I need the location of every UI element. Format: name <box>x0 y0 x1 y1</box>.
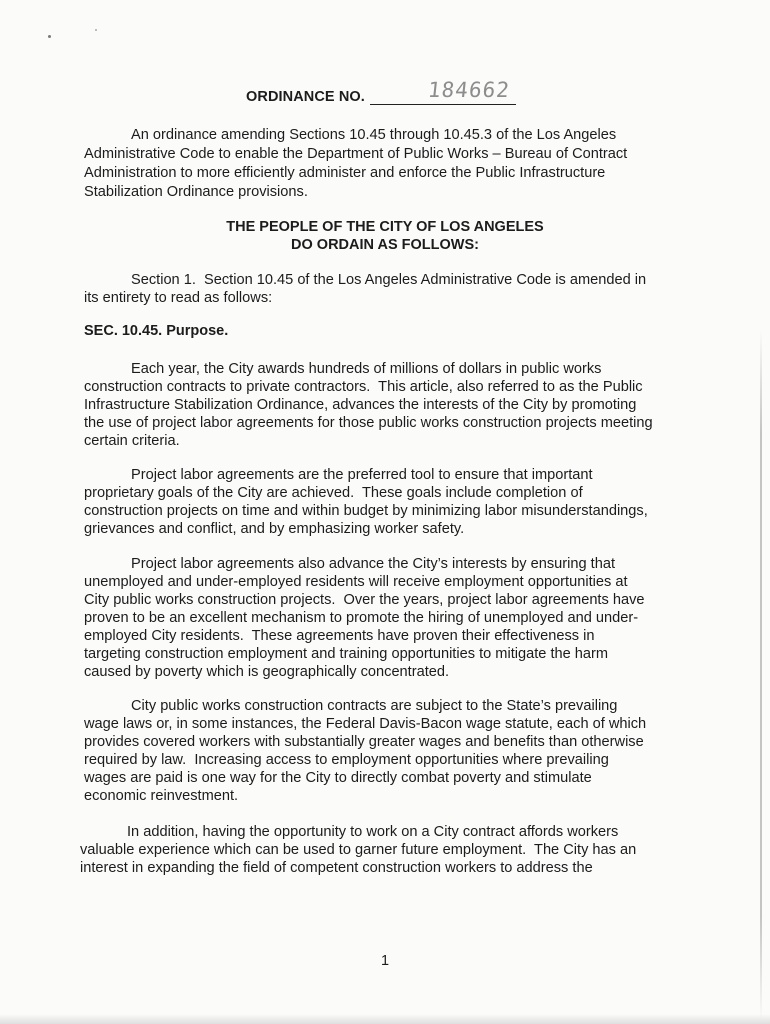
paragraph-line: grievances and conflict, and by emphasizing worker safety. <box>84 521 465 537</box>
paragraph-line: caused by poverty which is geographically concentrated. <box>84 664 450 680</box>
paragraph-line: In addition, having the opportunity to work on a City contract affords workers <box>127 824 619 840</box>
ordain-heading-line-2: DO ORDAIN AS FOLLOWS: <box>291 237 479 253</box>
paragraph-line: provides covered workers with substantially greater wages and benefits than otherwise <box>84 734 644 750</box>
paragraph-line: employed City residents. These agreements have proven their effectiveness in <box>84 628 595 644</box>
intro-line: Administration to more efficiently administer and enforce the Public Infrastructure <box>84 165 606 181</box>
paragraph-line: unemployed and under-employed residents will receive employment opportunities at <box>84 574 628 590</box>
paragraph-line: interest in expanding the field of competent construction workers to address the <box>80 860 593 876</box>
paragraph-line: wages are paid is one way for the City to directly combat poverty and stimulate <box>84 770 592 786</box>
paragraph-line: required by law. Increasing access to employment opportunities where prevailing <box>84 752 609 768</box>
paragraph-line: Project labor agreements also advance the City’s interests by ensuring that <box>131 556 616 572</box>
section1-line: Section 1. Section 10.45 of the Los Angeles Administrative Code is amended in <box>131 272 647 288</box>
paragraph-line: construction contracts to private contractors. This article, also referred to as the Public <box>84 379 643 395</box>
scan-speck <box>48 35 51 38</box>
paragraph-line: wage laws or, in some instances, the Federal Davis-Bacon wage statute, each of which <box>84 716 647 732</box>
paragraph-line: construction projects on time and within budget by minimizing labor misunderstandings, <box>84 503 648 519</box>
paragraph-line: Each year, the City awards hundreds of millions of dollars in public works <box>131 361 602 377</box>
ordain-heading-line-1: THE PEOPLE OF THE CITY OF LOS ANGELES <box>226 219 544 235</box>
scan-speck <box>95 29 97 31</box>
intro-line: Administrative Code to enable the Department of Public Works – Bureau of Contract <box>84 146 628 162</box>
ordinance-label: ORDINANCE NO. <box>246 89 365 105</box>
section-heading: SEC. 10.45. Purpose. <box>84 323 229 339</box>
section1-line: its entirety to read as follows: <box>84 290 273 306</box>
scan-edge-shadow <box>760 330 762 1020</box>
paragraph-line: targeting construction employment and training opportunities to mitigate the harm <box>84 646 609 662</box>
paragraph-line: proprietary goals of the City are achieved. These goals include completion of <box>84 485 583 501</box>
paragraph-line: economic reinvestment. <box>84 788 239 804</box>
paragraph-line: Infrastructure Stabilization Ordinance, advances the interests of the City by promoting <box>84 397 637 413</box>
paragraph-line: City public works construction contracts are subject to the State’s prevailing <box>131 698 618 714</box>
ordinance-number-line <box>370 104 516 105</box>
paragraph-line: City public works construction projects. Over the years, project labor agreements have <box>84 592 645 608</box>
paragraph-line: Project labor agreements are the preferred tool to ensure that important <box>131 467 593 483</box>
scan-bottom-shadow <box>0 1014 770 1024</box>
paragraph-line: valuable experience which can be used to garner future employment. The City has an <box>80 842 637 858</box>
ordinance-number-stamp: 184662 <box>426 78 512 102</box>
intro-line: Stabilization Ordinance provisions. <box>84 184 308 200</box>
paragraph-line: certain criteria. <box>84 433 180 449</box>
page-number: 1 <box>380 953 390 969</box>
paragraph-line: proven to be an excellent mechanism to promote the hiring of unemployed and under- <box>84 610 639 626</box>
paragraph-line: the use of project labor agreements for those public works construction projects meeting <box>84 415 653 431</box>
intro-line: An ordinance amending Sections 10.45 through 10.45.3 of the Los Angeles <box>131 127 617 143</box>
